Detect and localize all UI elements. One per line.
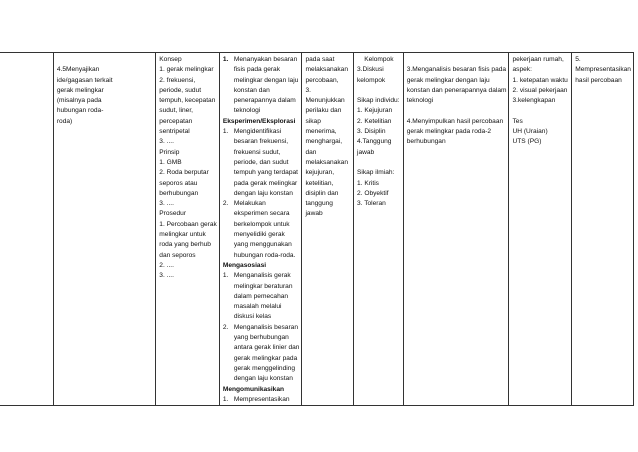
table-row	[0, 53, 634, 406]
text-line: masalah melalui	[233, 303, 282, 311]
material-cell	[156, 53, 220, 406]
text-line: 3.Diskusi	[356, 66, 384, 74]
text-line: konstan dan penerapannya dalam	[406, 86, 507, 94]
text-line: 4.Menyimpulkan hasil percobaan	[406, 117, 504, 125]
text-line: aspek:	[512, 66, 532, 74]
text-line: dan seporos	[159, 251, 196, 259]
text-line: teknologi	[406, 97, 434, 105]
text-line: 3. ....	[159, 272, 174, 280]
text-line: tempuh, kecepatan	[159, 97, 216, 105]
text-line: 2. Roda berputar	[159, 169, 209, 177]
text-line: 3. Toleran	[356, 200, 386, 208]
activity-item	[223, 323, 300, 385]
text-line: UTS (PG)	[512, 138, 542, 146]
text-line: diskusi kelas	[233, 313, 272, 321]
text-line: teknologi	[233, 107, 261, 115]
activity-item	[223, 199, 300, 261]
text-line: Mengidentifikasi	[233, 128, 282, 136]
text-line: melaksanakan	[305, 158, 348, 166]
text-line: berhubungan	[406, 138, 446, 146]
text-line: gerak melingkar pada roda-2	[406, 128, 492, 136]
text-line: Konsep	[159, 56, 182, 63]
text-line: pada saat	[305, 56, 335, 63]
assessment-cell	[353, 53, 403, 406]
item-number: 1.	[222, 56, 229, 63]
text-line: antara gerak linier dan	[233, 344, 300, 352]
presentation-cell	[572, 53, 634, 406]
text-line: hubungan roda-	[56, 107, 104, 115]
text-line: 1. Kejujuran	[356, 107, 393, 115]
item-number: 2.	[222, 200, 229, 208]
text-line: perilaku dan	[305, 107, 342, 115]
lesson-plan-table	[0, 52, 634, 406]
text-line: 3.	[305, 86, 311, 94]
text-line: menghargai,	[305, 138, 343, 146]
text-line: Menunjukkan	[305, 97, 345, 105]
text-line: Mempresentasikan	[575, 66, 631, 74]
text-line: 3.Menganalisis besaran fisis pada	[406, 66, 507, 74]
text-line: berhubungan	[159, 189, 199, 197]
text-line: eksperimen secara	[233, 210, 290, 218]
text-line: 3. ....	[159, 200, 174, 208]
item-number: 2.	[222, 323, 229, 331]
text-line: berkelompok untuk	[233, 220, 290, 228]
text-line: yang menggunakan	[233, 241, 292, 249]
text-line: 2. Ketelitian	[356, 117, 392, 125]
item-number: 1.	[222, 272, 229, 280]
text-line: 3. ....	[159, 138, 174, 146]
text-line: melaksanakan	[305, 66, 348, 74]
item-number: 1.	[222, 395, 229, 403]
text-line: gerak melingkar pada	[233, 354, 298, 362]
text-line: Sikap ilmiah:	[356, 169, 395, 177]
text-line: melingkar untuk	[159, 231, 206, 239]
text-line: 1. Percobaan gerak	[159, 220, 217, 228]
activity-item	[223, 55, 300, 117]
text-line: 3.kelengkapan	[512, 97, 556, 105]
text-line: konstan dan	[233, 86, 270, 94]
text-line: melingkar dengan laju	[233, 76, 299, 84]
text-line: roda)	[56, 117, 73, 125]
text-line: disiplin dan	[305, 189, 339, 197]
attitude-cell	[302, 53, 354, 406]
text-line: gerak melingkar dengan laju	[406, 76, 490, 84]
text-line: dalam pemecahan	[233, 292, 289, 300]
text-line: Sikap individu:	[356, 97, 400, 105]
text-line: hasil percobaan	[575, 76, 622, 84]
section-heading: Mengomunikasikan	[222, 385, 285, 393]
text-line: 1. Kritis	[356, 179, 379, 187]
text-line: yang berhubungan	[233, 334, 289, 342]
item-number: 1.	[222, 128, 229, 136]
text-line: Tes	[512, 117, 523, 125]
text-line: penerapannya dalam	[233, 97, 296, 105]
text-line: 2. frekuensi,	[159, 76, 196, 84]
text-line: sikap	[305, 117, 321, 125]
text-line: Menganalisis gerak	[233, 272, 291, 280]
text-line: percepatan	[159, 117, 193, 125]
text-line: 2. ....	[159, 261, 174, 269]
text-line: menerima,	[305, 128, 337, 136]
text-line: jawab	[356, 148, 375, 156]
text-line: Menanyakan besaran	[233, 56, 298, 63]
text-line: 4.Tanggung	[356, 138, 392, 146]
text-line: periode, dan sudut	[233, 158, 289, 166]
text-line: 4.5Menyajikan	[56, 66, 100, 74]
text-line: UH (Uraian)	[512, 128, 548, 136]
evaluation-cell	[509, 53, 572, 406]
text-line: ketelitian,	[305, 179, 334, 187]
text-line: besaran frekuensi,	[233, 138, 289, 146]
section-heading: Eksperimen/Eksplorasi	[222, 117, 296, 125]
activity-item	[223, 395, 300, 405]
text-line: melingkar beraturan	[233, 282, 293, 290]
text-line: Kelompok	[364, 56, 394, 63]
text-line: seporos atau	[159, 179, 198, 187]
text-line: Prosedur	[159, 210, 187, 218]
text-line: fisis pada gerak	[233, 66, 281, 74]
text-line: kejujuran,	[305, 169, 335, 177]
text-line: gerak melingkar	[56, 86, 104, 94]
text-line: jawab	[305, 210, 323, 218]
text-line: 5.	[575, 56, 581, 63]
text-line: sentripetal	[159, 128, 190, 136]
text-line: percobaan,	[305, 76, 339, 84]
text-line: kelompok	[356, 76, 386, 84]
text-line: dengan laju konstan	[233, 189, 293, 197]
text-line: pada gerak melingkar	[233, 179, 298, 187]
text-line: 2. visual pekerjaan	[512, 86, 568, 94]
text-line: tanggung	[305, 200, 333, 208]
competency-cell	[53, 53, 155, 406]
text-line: 1. ketepatan waktu	[512, 76, 568, 84]
text-line: ide/gagasan terkait	[56, 76, 113, 84]
text-line: Menganalisis besaran	[233, 323, 298, 331]
section-heading: Mengasosiasi	[222, 261, 267, 269]
text-line: periode, sudut	[159, 86, 202, 94]
text-line: roda yang berhub	[159, 241, 211, 249]
text-line: 2. Obyektif	[356, 189, 389, 197]
activity-item	[223, 127, 300, 199]
empty-cell	[0, 53, 53, 406]
analysis-cell	[403, 53, 509, 406]
text-line: dengan laju konstan	[233, 375, 293, 383]
text-line: 1. gerak melingkar	[159, 66, 214, 74]
text-line: Melakukan	[233, 200, 266, 208]
text-line: dan	[305, 148, 317, 156]
activity-item	[223, 271, 300, 322]
text-line: (misalnya pada	[56, 97, 102, 105]
text-line: gerak menggelinding	[233, 364, 296, 372]
text-line: tempuh yang terdapat	[233, 169, 298, 177]
text-line: 1. GMB	[159, 158, 182, 166]
text-line: frekuensi sudut,	[233, 148, 281, 156]
text-line: sudut, liner,	[159, 107, 194, 115]
text-line: 3. Disiplin	[356, 128, 386, 136]
text-line: Prinsip	[159, 148, 180, 156]
text-line: hubungan roda-roda.	[233, 251, 296, 259]
text-line: pekerjaan rumah,	[512, 56, 564, 63]
activity-cell	[219, 53, 302, 406]
text-line: Mempresentasikan	[233, 395, 290, 403]
text-line: menyelidiki gerak	[233, 231, 285, 239]
